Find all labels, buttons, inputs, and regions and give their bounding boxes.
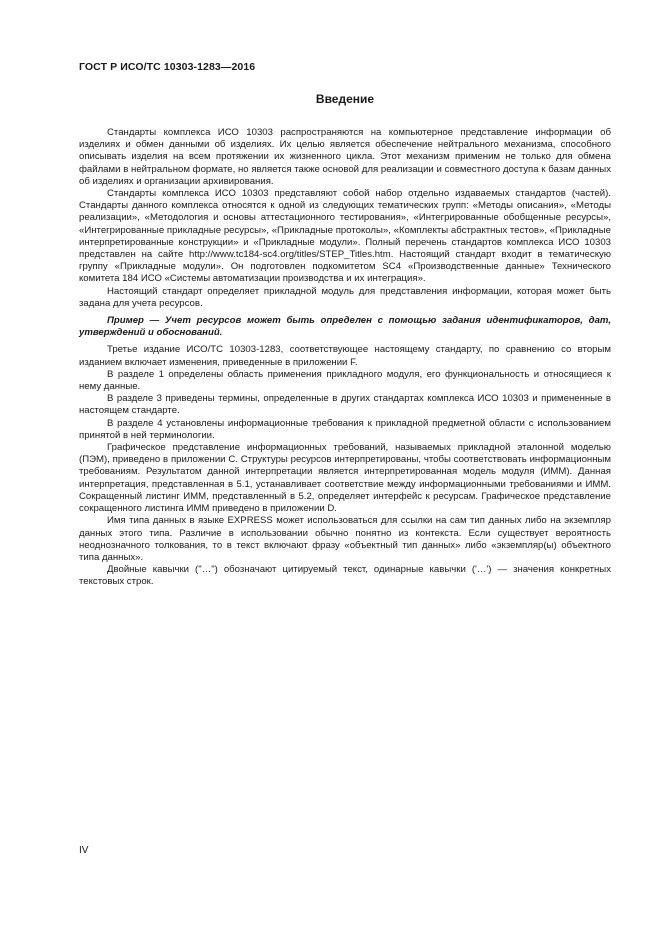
paragraph: Третье издание ИСО/ТС 10303-1283, соответствующее настоящему стандарту, по сравнению со вторым изданием включает изменения, приведенные в приложении F. [79,344,611,368]
paragraph: Стандарты комплекса ИСО 10303 представляют собой набор отдельно издаваемых стандартов (частей). Стандарты данного комплекса относятся к одной из следующих тематических групп: «Методы описания», «Методы реализации», «Методология и основы аттестационного тестирования», «Интегрированные обобщенные ресурсы», «Интегрированные прикладные ресурсы», «Прикладные протоколы», «Комплекты абстрактных тестов», «Прикладные интерпретированные конструкции» и «Прикладные модули». Полный перечень стандартов комплекса ИСО 10303 представлен на сайте http://www.tc184-sc4.org/titles/STEP_Titles.htm. Настоящий стандарт входит в тематическую группу «Прикладные модули». Он подготовлен подкомитетом SC4 «Производственные данные» Технического комитета 184 ИСО «Системы автоматизации производства и их интеграция». [79,188,611,285]
paragraph: В разделе 1 определены область применения прикладного модуля, его функциональность и относящиеся к нему данные. [79,368,611,393]
paragraph: В разделе 3 приведены термины, определенные в других стандартах комплекса ИСО 10303 и примененные в настоящем стандарте. [79,393,611,417]
paragraph: Стандарты комплекса ИСО 10303 распространяются на компьютерное представление информации об изделиях и обмен данными об изделиях. Их целью является обеспечение нейтрального механизма, способного описывать изделия на всем протяжении их жизненного цикла. Этот механизм применим не только для обмена файлами в нейтральном формате, но является также основой для реализации и совместного доступа к базам данных об изделиях и организации архивирования. [79,127,611,187]
example-note: Пример — Учет ресурсов может быть определен с помощью задания идентификаторов, дат, утверждений и обоснований. [79,315,611,339]
paragraph: Графическое представление информационных требований, называемых прикладной эталонной моделью (ПЭМ), приведено в приложении С. Структуры ресурсов интерпретированы, чтобы соответствовать информационным требованиям. Результатом данной интерпретации является интерпретированная модель модуля (ИММ). Данная интерпретация, представленная в 5.1, устанавливает соответствие между информационными требованиями и ИММ. Сокращенный листинг ИММ, представленный в 5.2, определяет интерфейс к ресурсам. Графическое представление сокращенного листинга ИММ приведено в приложении D. [79,442,611,515]
document-code: ГОСТ Р ИСО/ТС 10303-1283—2016 [79,61,256,73]
paragraph: Настоящий стандарт определяет прикладной модуль для представления информации, которая может быть задана для учета ресурсов. [79,285,611,309]
section-title: Введение [315,92,375,106]
paragraph: Имя типа данных в языке EXPRESS может использоваться для ссылки на сам тип данных либо на экземпляр данных этого типа. Различие в использовании обычно понятно из контекста. Если существует вероятность неоднозначного толкования, то в текст включают фразу «объектный тип данных» либо «экземпляр(ы) объектного типа данных». [79,515,611,563]
paragraph: В разделе 4 установлены информационные требования к прикладной предметной области с использованием принятой в ней терминологии. [79,417,611,441]
paragraph: Двойные кавычки ("…") обозначают цитируемый текст, одинарные кавычки ('…') — значения конкретных текстовых строк. [79,564,611,588]
page-number: IV [79,845,89,856]
document-body [79,127,611,589]
